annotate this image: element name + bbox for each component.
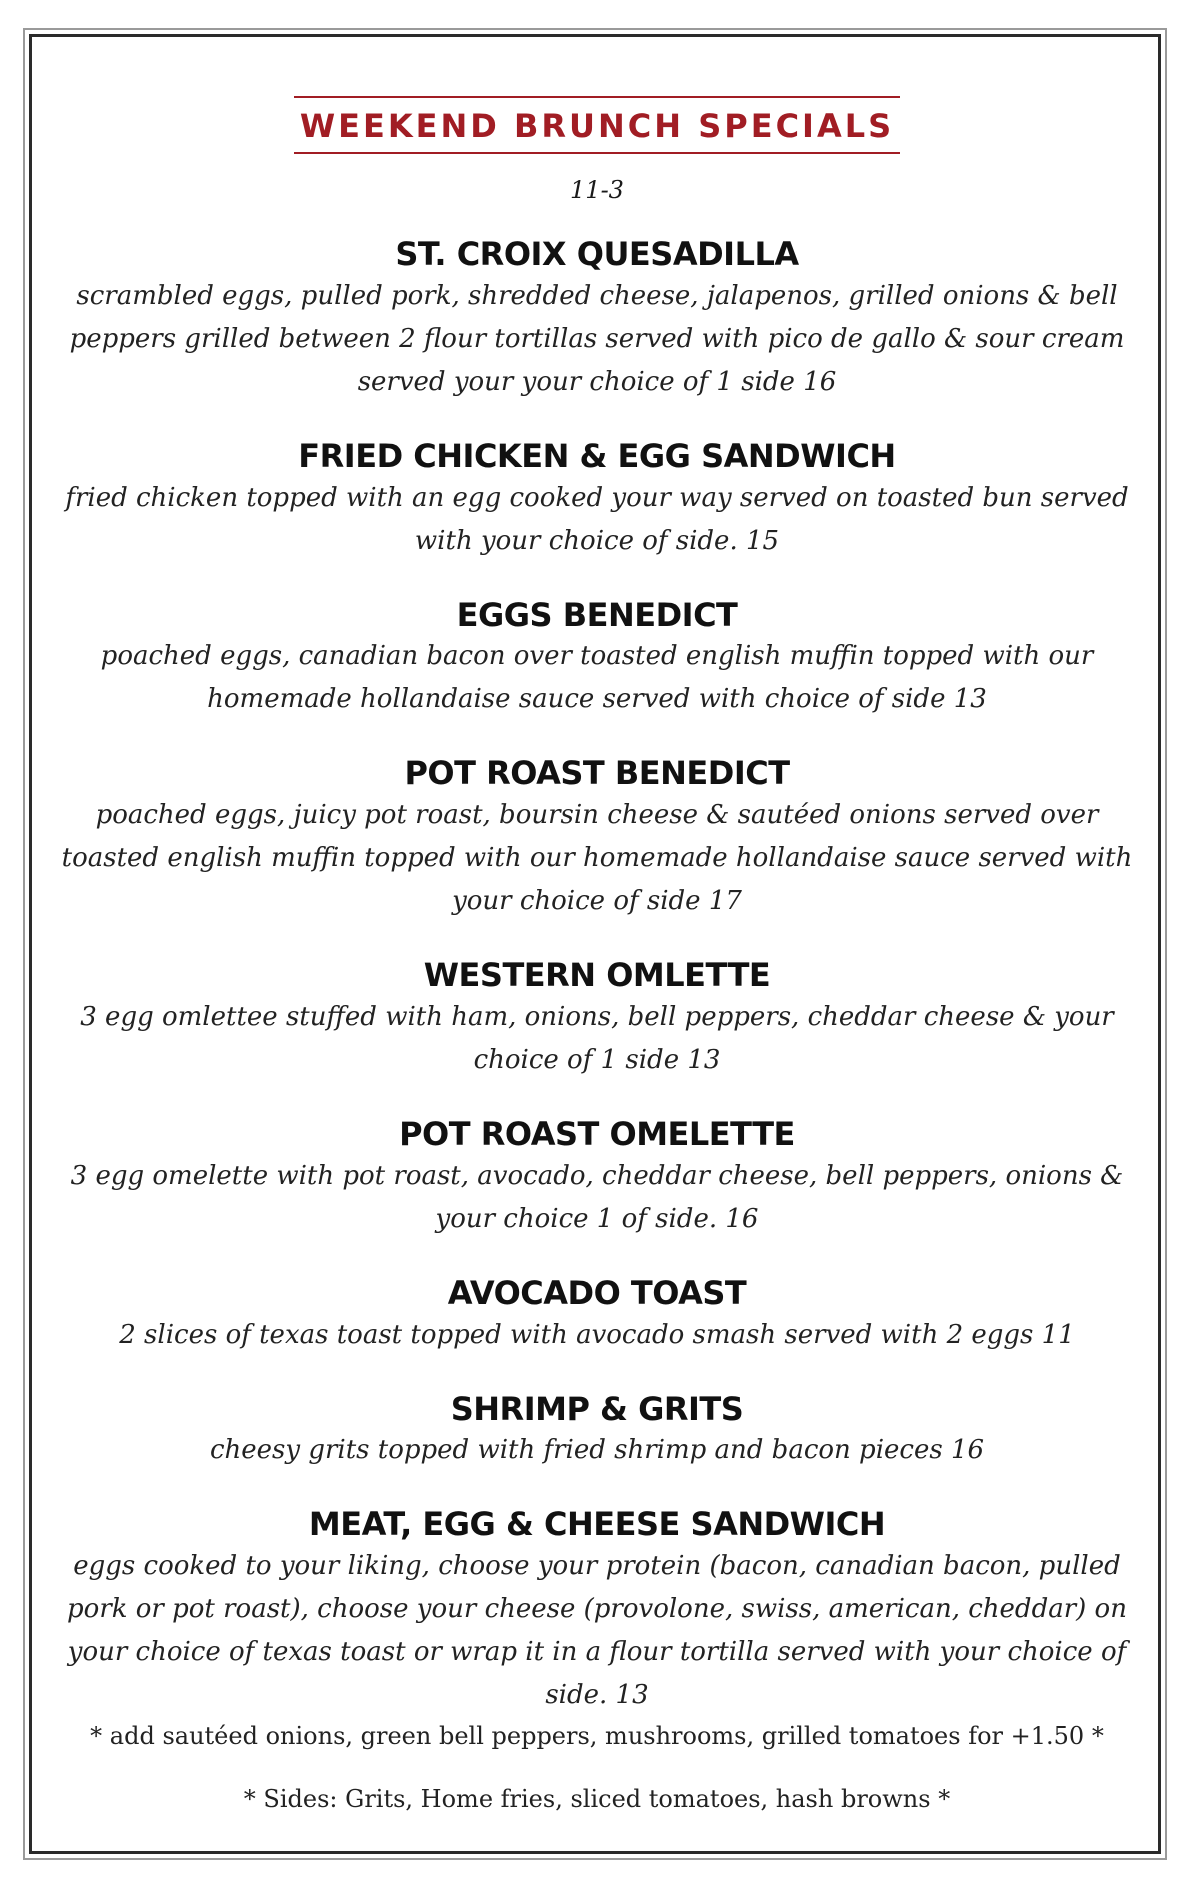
- menu-item-name: POT ROAST BENEDICT: [404, 754, 790, 793]
- menu-content: [60, 96, 1134, 1814]
- menu-item-name: POT ROAST OMELETTE: [399, 1114, 795, 1153]
- sides-note: * Sides: Grits, Home fries, sliced tomatoes, hash browns *: [243, 1785, 951, 1814]
- menu-item-name: ST. CROIX QUESADILLA: [395, 235, 799, 273]
- menu-item-name: AVOCADO TOAST: [447, 1273, 747, 1312]
- addon-note: * add sautéed onions, green bell peppers, mushrooms, grilled tomatoes for +1.50 *: [90, 1722, 1104, 1751]
- menu-item-st-croix-quesadilla: [60, 236, 1134, 404]
- menu-item-pot-roast-omelette: [60, 1116, 1134, 1241]
- menu-item-fried-chicken-egg-sandwich: [60, 438, 1134, 563]
- menu-item-name: FRIED CHICKEN & EGG SANDWICH: [298, 436, 896, 475]
- menu-hours: 11-3: [570, 176, 624, 204]
- menu-item-description: eggs cooked to your liking, choose your protein (bacon, canadian bacon, pulled pork or pot roast), choose your cheese (provolone, swiss, american, cheddar) on your choice of texas toast or wrap it in a flour tortilla served with your choice of side. 13: [67, 1551, 1127, 1711]
- menu-item-description: 2 slices of texas toast topped with avocado smash served with 2 eggs 11: [119, 1319, 1075, 1350]
- menu-item-description: 3 egg omlettee stuffed with ham, onions, bell peppers, cheddar cheese & your choice of 1 side 13: [80, 1001, 1114, 1075]
- menu-item-description: cheesy grits topped with fried shrimp and bacon pieces 16: [209, 1435, 985, 1466]
- menu-item-name: EGGS BENEDICT: [456, 595, 738, 634]
- menu-item-name: SHRIMP & GRITS: [450, 1389, 744, 1428]
- menu-item-description: poached eggs, canadian bacon over toasted english muffin topped with our homemade hollandaise sauce served with choice of side 13: [100, 641, 1094, 715]
- menu-item-meat-egg-cheese-sandwich: [60, 1506, 1134, 1755]
- menu-item-description: 3 egg omelette with pot roast, avocado, cheddar cheese, bell peppers, onions & your choice 1 of side. 16: [70, 1160, 1124, 1234]
- menu-item-name: WESTERN OMLETTE: [423, 956, 771, 995]
- menu-item-avocado-toast: [60, 1275, 1134, 1357]
- menu-title: WEEKEND BRUNCH SPECIALS: [294, 96, 900, 154]
- menu-item-eggs-benedict: [60, 597, 1134, 722]
- menu-item-description: scrambled eggs, pulled pork, shredded cheese, jalapenos, grilled onions & bell peppers grilled between 2 flour tortillas served with pico de gallo & sour cream served your your choice of 1 side 16: [69, 280, 1125, 397]
- menu-item-description: poached eggs, juicy pot roast, boursin cheese & sautéed onions served over toasted english muffin topped with our homemade hollandaise sauce served with your choice of side 17: [61, 800, 1133, 917]
- menu-item-western-omlette: [60, 957, 1134, 1082]
- menu-item-name: MEAT, EGG & CHEESE SANDWICH: [308, 1505, 886, 1544]
- menu-item-pot-roast-benedict: [60, 755, 1134, 923]
- menu-item-description: fried chicken topped with an egg cooked your way served on toasted bun served with your choice of side. 15: [65, 482, 1129, 556]
- menu-item-shrimp-grits: [60, 1391, 1134, 1473]
